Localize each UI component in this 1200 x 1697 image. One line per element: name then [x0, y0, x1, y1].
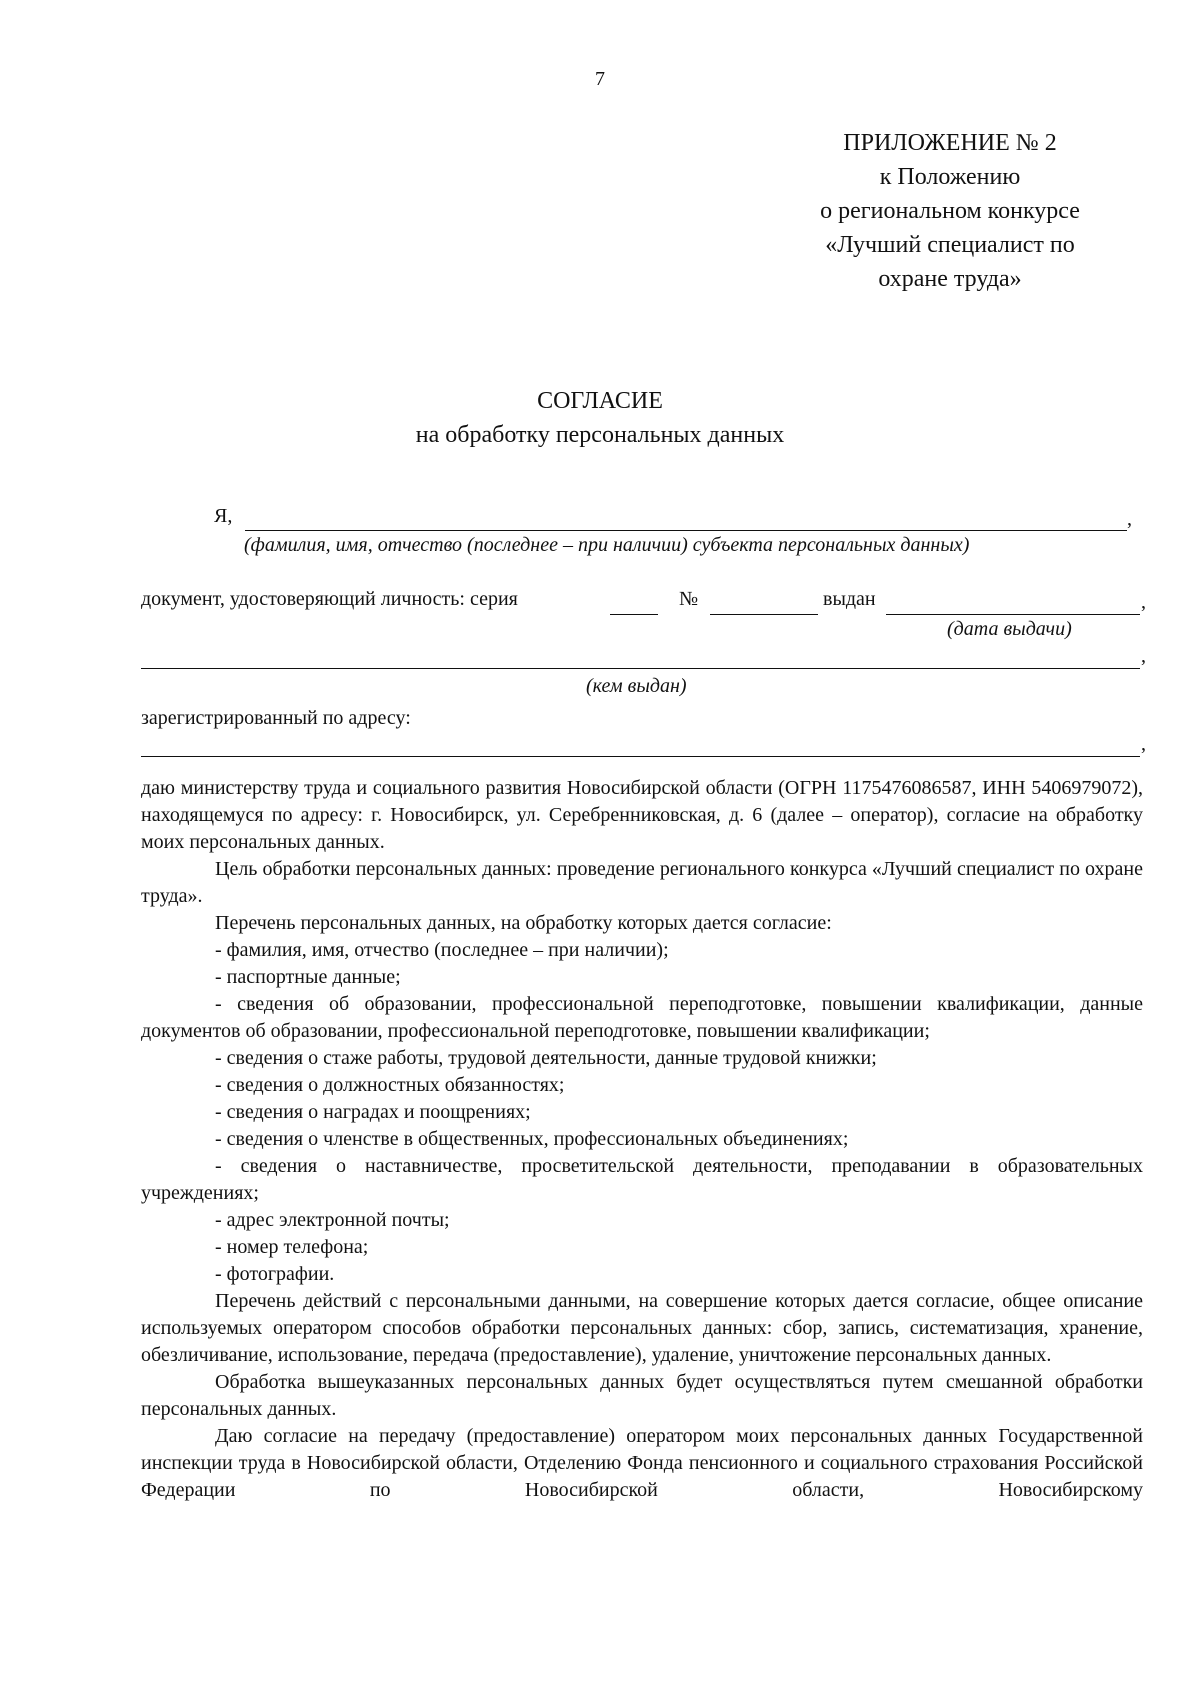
comma: , [1127, 508, 1132, 530]
document-label: документ, удостоверяющий личность: серия [141, 588, 518, 610]
document-title [0, 384, 1200, 452]
list-item: - номер телефона; [215, 1236, 369, 1258]
issue-date-caption: (дата выдачи) [947, 618, 1072, 640]
appendix-header [770, 126, 1130, 296]
data-list-intro: Перечень персональных данных, на обработку которых дается согласие: [215, 912, 832, 934]
address-field[interactable] [141, 756, 1140, 757]
address-label: зарегистрированный по адресу: [141, 707, 411, 729]
list-item: - сведения о стаже работы, трудовой деятельности, данные трудовой книжки; [215, 1047, 877, 1069]
comma: , [1141, 733, 1146, 755]
list-item: - адрес электронной почты; [215, 1209, 450, 1231]
list-item: - сведения о членстве в общественных, профессиональных объединениях; [215, 1128, 849, 1150]
consent-paragraph: даю министерству труда и социального развития Новосибирской области (ОГРН 1175476086587, ИНН 5406979072), находящемуся по адресу: г. Новосибирск, ул. Серебренниковская, д. 6 (далее – оператор), согласие на обработку моих персональных данных. [141, 777, 1143, 853]
list-item: - сведения о наставничестве, просветительской деятельности, преподавании в образовательных учреждениях; [141, 1155, 1143, 1204]
title-main: СОГЛАСИЕ [537, 388, 663, 414]
i-label: Я, [214, 505, 233, 527]
number-label: № [679, 588, 699, 610]
actions-paragraph: Перечень действий с персональными данными, на совершение которых дается согласие, общее описание используемых оператором способов обработки персональных данных: сбор, запись, систематизация, хранение, обезличивание, использование, передача (предоставление), удаление, уничтожение персональных данных. [141, 1290, 1143, 1366]
list-item: - сведения об образовании, профессиональной переподготовке, повышении квалификации, данные документов об образовании, профессиональной переподготовке, повышении квалификации; [141, 993, 1143, 1042]
title-subtitle: на обработку персональных данных [415, 422, 785, 448]
list-item: - паспортные данные; [215, 966, 401, 988]
purpose-paragraph: Цель обработки персональных данных: проведение регионального конкурса «Лучший специалист по охране труда». [141, 858, 1143, 907]
comma: , [1141, 591, 1146, 613]
number-field[interactable] [710, 614, 818, 615]
issued-label: выдан [823, 588, 876, 610]
appendix-line: о региональном конкурсе [820, 198, 1080, 224]
list-item: - фамилия, имя, отчество (последнее – при наличии); [215, 939, 669, 961]
consent-body [141, 775, 1143, 1504]
page-number: 7 [595, 68, 605, 90]
appendix-line: охране труда» [878, 266, 1022, 292]
list-item: - сведения о должностных обязанностях; [215, 1074, 565, 1096]
list-item: - сведения о наградах и поощрениях; [215, 1101, 531, 1123]
list-item: - фотографии. [215, 1263, 335, 1285]
processing-paragraph: Обработка вышеуказанных персональных данных будет осуществляться путем смешанной обработки персональных данных. [141, 1371, 1143, 1420]
issued-by-caption: (кем выдан) [586, 675, 687, 697]
issued-by-field[interactable] [141, 668, 1140, 669]
appendix-line: к Положению [879, 164, 1021, 190]
fio-caption: (фамилия, имя, отчество (последнее – при наличии) субъекта персональных данных) [244, 534, 970, 556]
fio-field[interactable] [245, 530, 1127, 531]
issue-date-field[interactable] [886, 614, 1140, 615]
comma: , [1141, 645, 1146, 667]
series-field[interactable] [610, 614, 658, 615]
appendix-title: ПРИЛОЖЕНИЕ № 2 [843, 130, 1057, 156]
appendix-line: «Лучший специалист по [825, 232, 1075, 258]
transfer-paragraph: Даю согласие на передачу (предоставление) оператором моих персональных данных Государственной инспекции труда в Новосибирской области, Отделению Фонда пенсионного и социального страхования Российской Федерации по Новосибирской области, Новосибирскому [141, 1425, 1143, 1501]
